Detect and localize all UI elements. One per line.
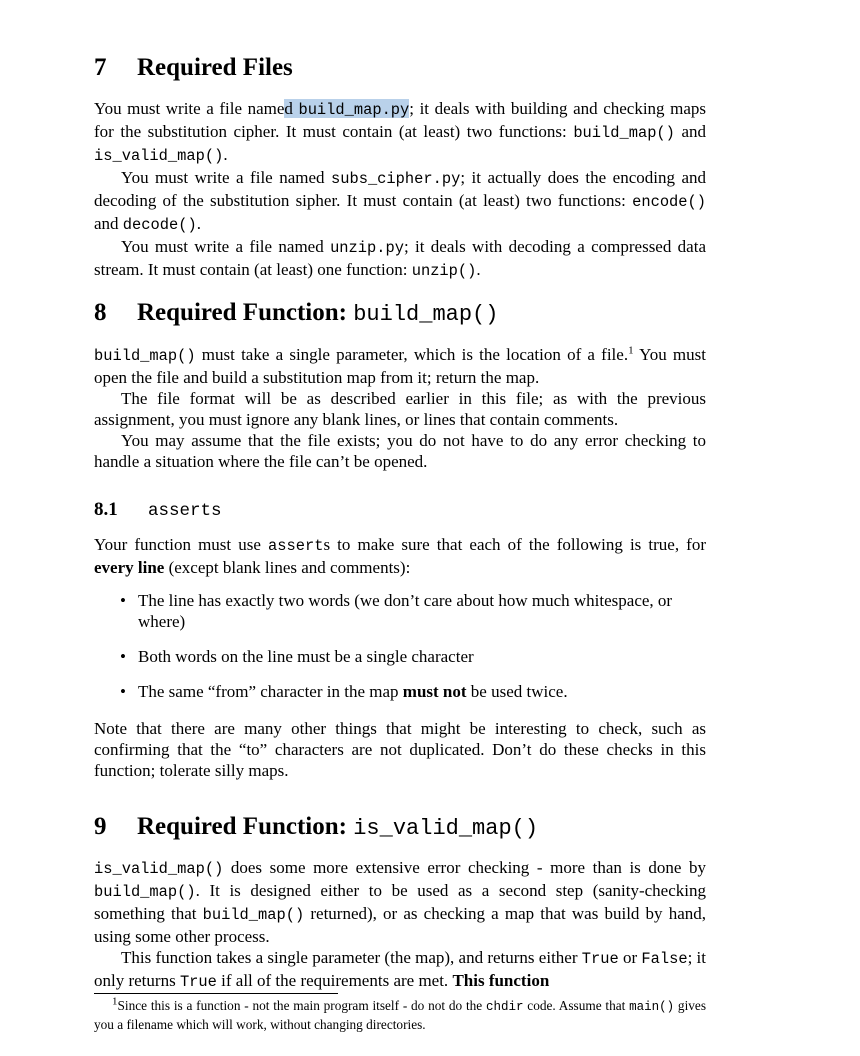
text: and xyxy=(94,214,123,233)
footnote xyxy=(94,997,706,1033)
section-8-body xyxy=(94,344,706,472)
section-7-body xyxy=(94,98,706,282)
file-name: unzip.py xyxy=(330,239,404,257)
text: The line has exactly two words (we don’t care about how much whitespace, or where) xyxy=(138,591,673,631)
code: True xyxy=(179,973,217,991)
text: You must write a file named xyxy=(121,168,331,187)
code: is_valid_map() xyxy=(94,147,224,165)
code: build_map() xyxy=(202,906,305,924)
section-title-code: build_map() xyxy=(353,302,499,327)
section-number: 8.1 xyxy=(94,499,118,520)
paragraph[interactable] xyxy=(94,98,706,167)
section-7-heading xyxy=(94,53,706,83)
code: True xyxy=(581,950,619,968)
section-title-code: asserts xyxy=(148,501,222,521)
section-9-heading xyxy=(94,812,706,844)
code: assert xyxy=(268,537,324,555)
text: Since this is a function - not the main program itself - do not do the xyxy=(117,998,486,1013)
file-name: subs_cipher.py xyxy=(331,170,461,188)
text: This function takes a single parameter (the map), and returns either xyxy=(121,948,582,967)
list-item[interactable] xyxy=(94,646,706,667)
text: be used twice. xyxy=(466,682,568,701)
paragraph[interactable]: The file format will be as described earlier in this file; as with the previous assignment, you must ignore any blank lines, or lines that contain comments. xyxy=(94,389,706,429)
section-number: 8 xyxy=(94,299,107,326)
code: False xyxy=(641,950,688,968)
bold-text: every line xyxy=(94,558,165,577)
text: . xyxy=(476,260,481,279)
paragraph[interactable]: Note that there are many other things that might be interesting to check, such as confirming that the “to” characters are not duplicated. Don’t do these checks in this function; tolerate silly maps. xyxy=(94,719,706,780)
paragraph[interactable] xyxy=(94,947,706,993)
selected-text[interactable] xyxy=(284,99,409,118)
text: ; it only returns xyxy=(94,948,707,990)
text: gives you a filename which will work, without changing directories. xyxy=(94,998,706,1032)
code: decode() xyxy=(122,216,197,234)
text: d xyxy=(284,99,299,118)
bullet-list xyxy=(94,590,706,716)
text: . xyxy=(223,145,228,164)
section-9-body xyxy=(94,857,706,993)
text: or xyxy=(618,948,642,967)
code: unzip() xyxy=(411,262,477,280)
subsection-8-1-body xyxy=(94,534,706,578)
text: You must open the file and build a substitution map from it; return the map. xyxy=(94,345,706,387)
paragraph[interactable] xyxy=(94,857,706,947)
list-item[interactable] xyxy=(94,681,706,702)
paragraph[interactable] xyxy=(94,344,706,388)
section-title-code: is_valid_map() xyxy=(353,816,539,841)
footnote-ref[interactable]: 1 xyxy=(628,344,634,357)
section-number: 9 xyxy=(94,813,107,840)
text: if all of the requirements are met. xyxy=(216,971,453,990)
text: does some more extensive error checking - more than is done by xyxy=(223,858,706,877)
bold-text: This function xyxy=(452,971,550,990)
section-title: Required Files xyxy=(137,54,293,81)
subsection-8-1-heading xyxy=(94,498,706,523)
text: . It is designed either to be used as a second step (sanity-checking something that xyxy=(94,881,706,923)
code: build_map() xyxy=(94,883,196,901)
text: Your function must use xyxy=(94,535,269,554)
code: build_map() xyxy=(94,347,196,365)
footnote-divider xyxy=(94,993,338,994)
paragraph[interactable] xyxy=(94,534,706,578)
text: . xyxy=(196,214,201,233)
section-title: Required Function: xyxy=(137,299,354,326)
bold-text: must not xyxy=(402,682,467,701)
bullet-icon: • xyxy=(120,647,126,666)
text: Both words on the line must be a single character xyxy=(138,647,474,666)
code: chdir xyxy=(486,1000,524,1014)
code: encode() xyxy=(632,193,706,211)
paragraph[interactable] xyxy=(94,167,706,236)
text: ; it actually does the encoding and decoding of the substitution sipher. It must contain (at least) two functions: xyxy=(94,168,706,210)
bullet-icon: • xyxy=(120,682,126,701)
paragraph[interactable]: You may assume that the file exists; you do not have to do any error checking to handle a situation where the file can’t be opened. xyxy=(94,431,706,471)
paragraph[interactable] xyxy=(94,236,706,282)
subsection-8-1-note xyxy=(94,718,706,781)
section-title: Required Function: xyxy=(137,813,354,840)
text: ; it deals with decoding a compressed data stream. It must contain (at least) one function: xyxy=(94,237,706,279)
text: must take a single parameter, which is the location of a file. xyxy=(195,345,629,364)
text: You must write a file name xyxy=(94,99,285,118)
list-item[interactable] xyxy=(94,590,706,632)
text: code. Assume that xyxy=(523,998,630,1013)
text: You must write a file named xyxy=(121,237,331,256)
section-number: 7 xyxy=(94,54,107,81)
text: ; it deals with building and checking maps for the substitution cipher. It must contain (at least) two functions: xyxy=(94,99,706,141)
code: main() xyxy=(629,1000,675,1014)
footnote-mark: 1 xyxy=(112,995,118,1008)
file-name: build_map.py xyxy=(298,101,410,119)
text: The same “from” character in the map xyxy=(138,682,403,701)
text: s to make sure that each of the following is true, for xyxy=(323,535,706,554)
section-8-heading xyxy=(94,298,706,330)
code: build_map() xyxy=(573,124,675,142)
text: returned), or as checking a map that was build by hand, using some other process. xyxy=(94,904,706,946)
bullet-icon: • xyxy=(120,591,126,610)
code: is_valid_map() xyxy=(94,860,224,878)
text: (except blank lines and comments): xyxy=(164,558,411,577)
text: and xyxy=(674,122,706,141)
